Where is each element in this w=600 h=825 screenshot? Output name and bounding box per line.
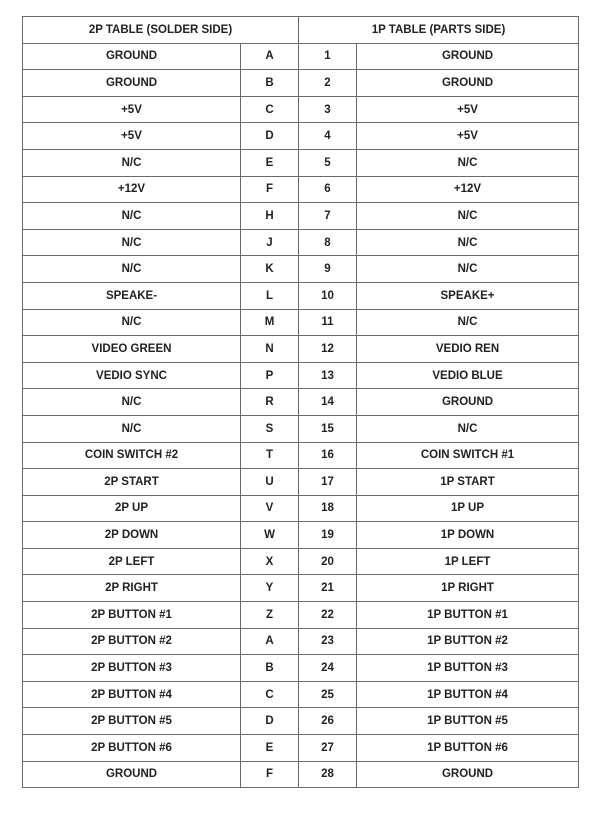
table-row [23, 123, 579, 150]
solder-label-cell: SPEAKE- [23, 282, 241, 309]
solder-label-cell: N/C [23, 203, 241, 230]
solder-label-cell: VEDIO SYNC [23, 362, 241, 389]
table-row [23, 282, 579, 309]
parts-pin-cell: 5 [299, 149, 357, 176]
solder-pin-cell: C [241, 681, 299, 708]
solder-pin-cell: Y [241, 575, 299, 602]
parts-label-cell: 1P DOWN [357, 522, 579, 549]
parts-pin-cell: 12 [299, 336, 357, 363]
table-row [23, 681, 579, 708]
parts-pin-cell: 11 [299, 309, 357, 336]
parts-pin-cell: 23 [299, 628, 357, 655]
parts-pin-cell: 19 [299, 522, 357, 549]
parts-pin-cell: 22 [299, 602, 357, 629]
solder-pin-cell: W [241, 522, 299, 549]
table-row [23, 548, 579, 575]
solder-label-cell: 2P BUTTON #5 [23, 708, 241, 735]
solder-pin-cell: M [241, 309, 299, 336]
solder-label-cell: 2P BUTTON #6 [23, 735, 241, 762]
parts-label-cell: 1P UP [357, 495, 579, 522]
parts-pin-cell: 1 [299, 43, 357, 70]
solder-pin-cell: J [241, 229, 299, 256]
solder-label-cell: GROUND [23, 70, 241, 97]
parts-pin-cell: 2 [299, 70, 357, 97]
parts-label-cell: GROUND [357, 389, 579, 416]
table-row [23, 708, 579, 735]
solder-label-cell: 2P RIGHT [23, 575, 241, 602]
parts-label-cell: 1P START [357, 469, 579, 496]
solder-pin-cell: L [241, 282, 299, 309]
solder-label-cell: +5V [23, 123, 241, 150]
solder-pin-cell: X [241, 548, 299, 575]
parts-label-cell: 1P BUTTON #2 [357, 628, 579, 655]
parts-pin-cell: 15 [299, 415, 357, 442]
pinout-table [22, 16, 579, 788]
table-row [23, 495, 579, 522]
solder-pin-cell: D [241, 708, 299, 735]
table-row [23, 203, 579, 230]
parts-label-cell: VEDIO BLUE [357, 362, 579, 389]
table-row [23, 176, 579, 203]
solder-pin-cell: N [241, 336, 299, 363]
solder-label-cell: +12V [23, 176, 241, 203]
parts-pin-cell: 17 [299, 469, 357, 496]
solder-label-cell: N/C [23, 229, 241, 256]
solder-pin-cell: K [241, 256, 299, 283]
parts-pin-cell: 10 [299, 282, 357, 309]
pin-rows [23, 43, 579, 788]
parts-label-cell: COIN SWITCH #1 [357, 442, 579, 469]
parts-label-cell: GROUND [357, 761, 579, 788]
solder-pin-cell: Z [241, 602, 299, 629]
parts-pin-cell: 6 [299, 176, 357, 203]
table-row [23, 256, 579, 283]
solder-pin-cell: A [241, 43, 299, 70]
parts-pin-cell: 21 [299, 575, 357, 602]
parts-label-cell: N/C [357, 309, 579, 336]
solder-label-cell: N/C [23, 415, 241, 442]
table-row [23, 389, 579, 416]
solder-pin-cell: B [241, 70, 299, 97]
parts-pin-cell: 16 [299, 442, 357, 469]
parts-label-cell: 1P LEFT [357, 548, 579, 575]
parts-label-cell: VEDIO REN [357, 336, 579, 363]
parts-label-cell: 1P BUTTON #4 [357, 681, 579, 708]
table-row [23, 469, 579, 496]
table-row [23, 70, 579, 97]
solder-pin-cell: E [241, 735, 299, 762]
table-row [23, 229, 579, 256]
solder-pin-cell: E [241, 149, 299, 176]
table-row [23, 362, 579, 389]
solder-label-cell: 2P BUTTON #3 [23, 655, 241, 682]
table-row [23, 43, 579, 70]
parts-pin-cell: 24 [299, 655, 357, 682]
parts-pin-cell: 7 [299, 203, 357, 230]
parts-label-cell: +12V [357, 176, 579, 203]
solder-label-cell: GROUND [23, 761, 241, 788]
solder-label-cell: N/C [23, 309, 241, 336]
table-row [23, 628, 579, 655]
parts-pin-cell: 18 [299, 495, 357, 522]
parts-label-cell: +5V [357, 123, 579, 150]
parts-label-cell: N/C [357, 149, 579, 176]
parts-pin-cell: 26 [299, 708, 357, 735]
solder-label-cell: COIN SWITCH #2 [23, 442, 241, 469]
solder-label-cell: N/C [23, 149, 241, 176]
table-row [23, 602, 579, 629]
table-row [23, 309, 579, 336]
solder-pin-cell: R [241, 389, 299, 416]
parts-pin-cell: 25 [299, 681, 357, 708]
parts-label-cell: 1P BUTTON #5 [357, 708, 579, 735]
solder-pin-cell: S [241, 415, 299, 442]
solder-side-header: 2P TABLE (SOLDER SIDE) [23, 17, 299, 44]
solder-label-cell: 2P BUTTON #1 [23, 602, 241, 629]
table-row [23, 735, 579, 762]
parts-pin-cell: 4 [299, 123, 357, 150]
parts-label-cell: 1P RIGHT [357, 575, 579, 602]
parts-label-cell: SPEAKE+ [357, 282, 579, 309]
parts-label-cell: N/C [357, 203, 579, 230]
parts-label-cell: 1P BUTTON #1 [357, 602, 579, 629]
solder-label-cell: 2P UP [23, 495, 241, 522]
solder-pin-cell: F [241, 176, 299, 203]
header-row [23, 17, 579, 44]
solder-pin-cell: U [241, 469, 299, 496]
solder-pin-cell: B [241, 655, 299, 682]
solder-label-cell: GROUND [23, 43, 241, 70]
solder-label-cell: 2P START [23, 469, 241, 496]
solder-label-cell: 2P BUTTON #2 [23, 628, 241, 655]
table-row [23, 96, 579, 123]
parts-side-header: 1P TABLE (PARTS SIDE) [299, 17, 579, 44]
parts-label-cell: N/C [357, 256, 579, 283]
solder-pin-cell: P [241, 362, 299, 389]
parts-label-cell: +5V [357, 96, 579, 123]
parts-pin-cell: 13 [299, 362, 357, 389]
parts-label-cell: GROUND [357, 70, 579, 97]
solder-pin-cell: V [241, 495, 299, 522]
parts-label-cell: GROUND [357, 43, 579, 70]
table-row [23, 442, 579, 469]
parts-label-cell: N/C [357, 415, 579, 442]
solder-label-cell: +5V [23, 96, 241, 123]
parts-pin-cell: 8 [299, 229, 357, 256]
parts-pin-cell: 20 [299, 548, 357, 575]
table-row [23, 655, 579, 682]
table-row [23, 761, 579, 788]
parts-pin-cell: 3 [299, 96, 357, 123]
parts-label-cell: N/C [357, 229, 579, 256]
solder-label-cell: 2P LEFT [23, 548, 241, 575]
solder-pin-cell: T [241, 442, 299, 469]
table-row [23, 149, 579, 176]
table-row [23, 575, 579, 602]
parts-label-cell: 1P BUTTON #6 [357, 735, 579, 762]
solder-pin-cell: F [241, 761, 299, 788]
solder-pin-cell: A [241, 628, 299, 655]
solder-pin-cell: H [241, 203, 299, 230]
solder-label-cell: 2P DOWN [23, 522, 241, 549]
solder-label-cell: VIDEO GREEN [23, 336, 241, 363]
solder-pin-cell: C [241, 96, 299, 123]
table-row [23, 522, 579, 549]
parts-pin-cell: 27 [299, 735, 357, 762]
parts-pin-cell: 28 [299, 761, 357, 788]
parts-pin-cell: 14 [299, 389, 357, 416]
solder-label-cell: N/C [23, 389, 241, 416]
parts-label-cell: 1P BUTTON #3 [357, 655, 579, 682]
solder-pin-cell: D [241, 123, 299, 150]
table-row [23, 336, 579, 363]
solder-label-cell: 2P BUTTON #4 [23, 681, 241, 708]
parts-pin-cell: 9 [299, 256, 357, 283]
table-row [23, 415, 579, 442]
solder-label-cell: N/C [23, 256, 241, 283]
